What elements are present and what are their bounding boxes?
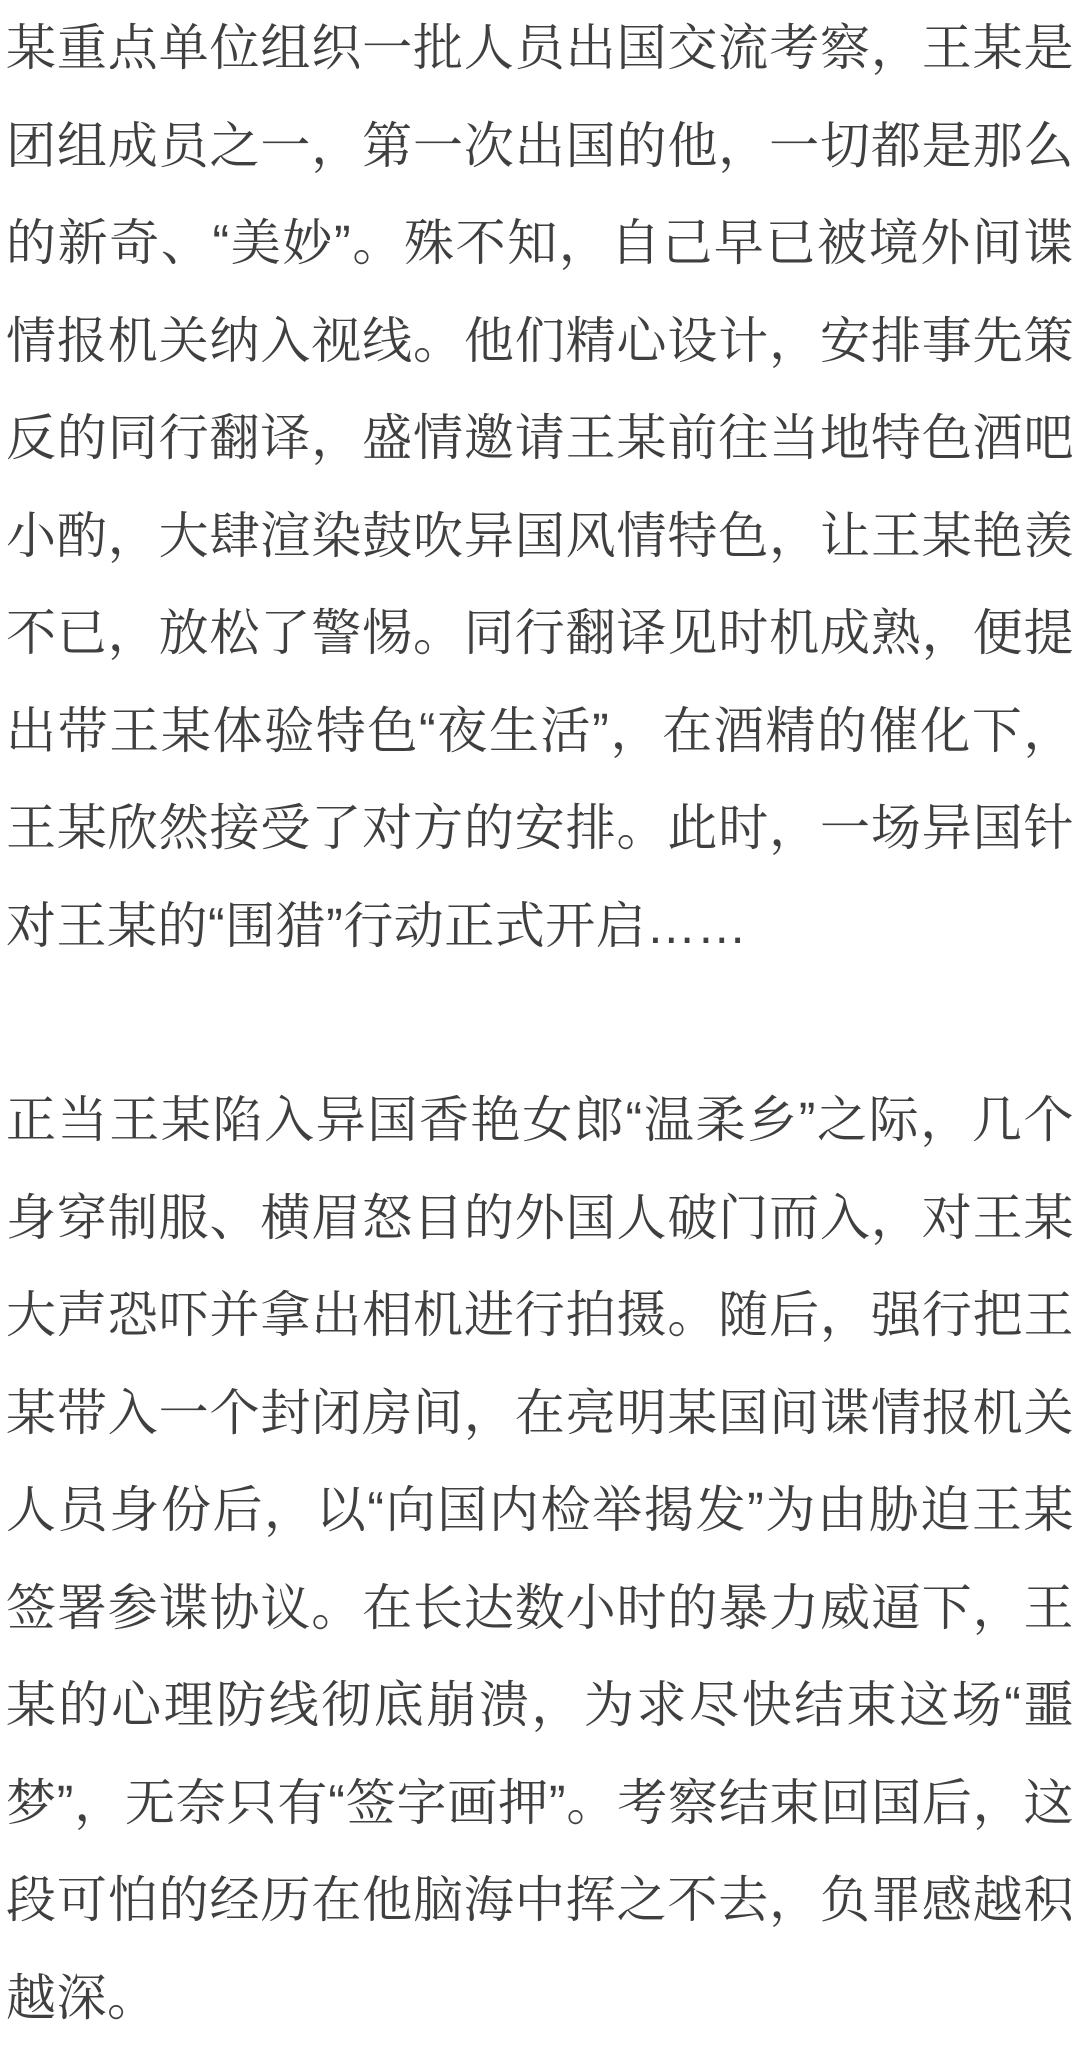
article-paragraph-2: 正当王某陷入异国香艳女郎“温柔乡”之际，几个身穿制服、横眉怒目的外国人破门而入，对王某大声恐吓并拿出相机进行拍摄。随后，强行把王某带入一个封闭房间，在亮明某国间谍情报机关人员身份后，以“向国内检举揭发”为由胁迫王某签署参谍协议。在长达数小时的暴力威逼下，王某的心理防线彻底崩溃，为求尽快结束这场“噩梦”，无奈只有“签字画押”。考察结束回国后，这段可怕的经历在他脑海中挥之不去，负罪感越积越深。	[6, 1092, 1074, 2026]
article-paragraph-1: 某重点单位组织一批人员出国交流考察，王某是团组成员之一，第一次出国的他，一切都是那么的新奇、“美妙”。殊不知，自己早已被境外间谍情报机关纳入视线。他们精心设计，安排事先策反的同行翻译，盛情邀请王某前往当地特色酒吧小酌，大肆渲染鼓吹异国风情特色，让王某艳羡不已，放松了警惕。同行翻译见时机成熟，便提出带王某体验特色“夜生活”，在酒精的催化下，王某欣然接受了对方的安排。此时，一场异国针对王某的“围猎”行动正式开启……	[6, 20, 1074, 954]
